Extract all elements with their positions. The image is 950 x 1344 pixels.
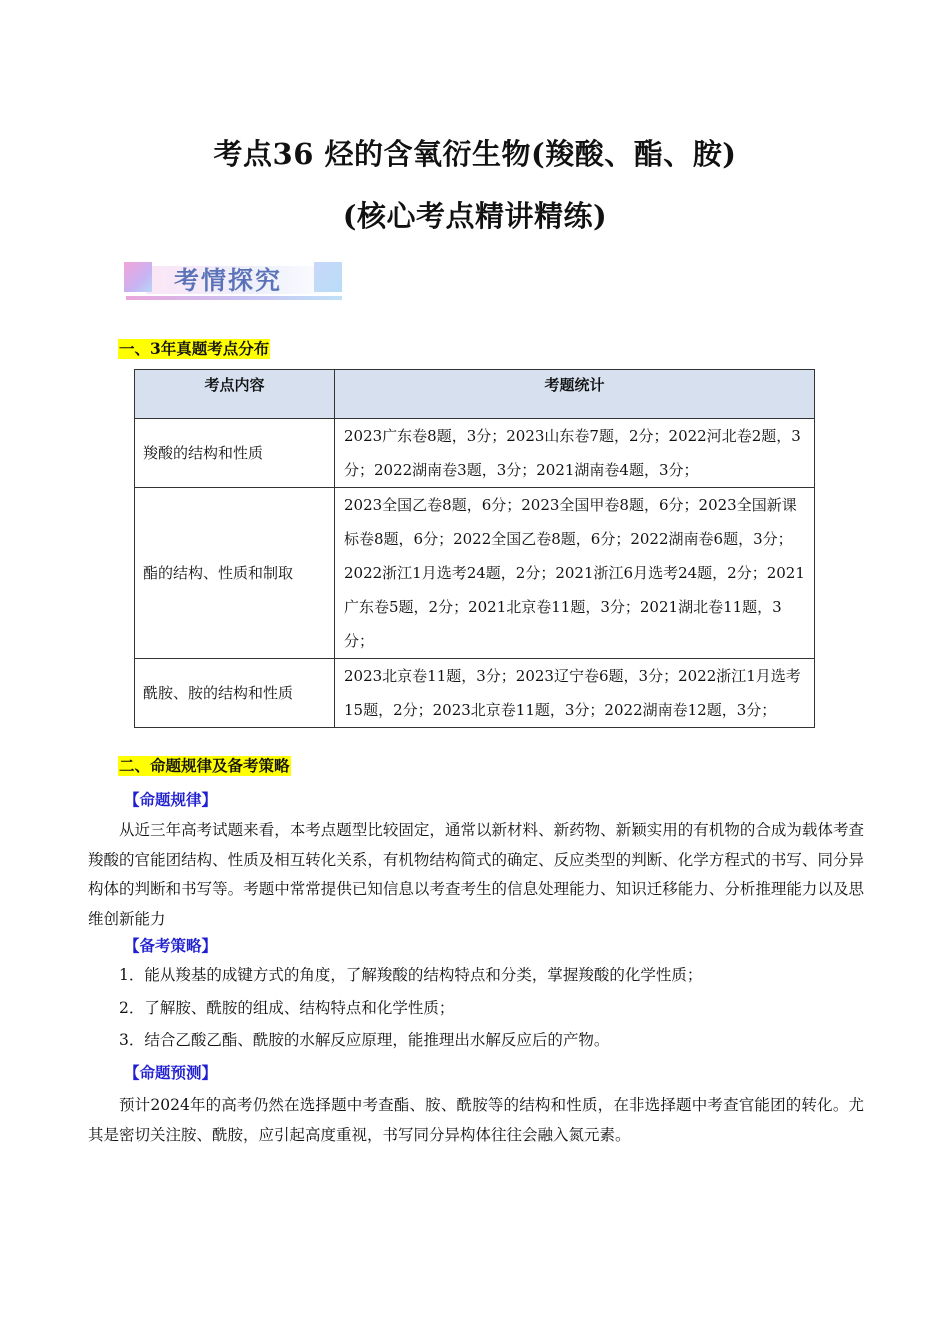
topic-cell: 酯的结构、性质和制取	[135, 488, 335, 659]
section-banner	[124, 258, 346, 304]
rule-paragraph: 从近三年高考试题来看，本考点题型比较固定，通常以新材料、新药物、新颖实用的有机物的合成为载体考查羧酸的官能团结构、性质及相互转化关系，有机物结构简式的确定、反应类型的判断、化学方程式的书写、同分异构体的判断和书写等。考题中常常提供已知信息以考查考生的信息处理能力、知识迁移能力、分析推理能力以及思维创新能力	[88, 821, 864, 928]
table-row	[135, 488, 815, 659]
banner-left-square	[124, 262, 152, 292]
column-header-stats: 考题统计	[335, 370, 815, 419]
strategy-item: 3．结合乙酸乙酯、酰胺的水解反应原理，能推理出水解反应后的产物。	[119, 1031, 610, 1049]
page-subtitle: (核心考点精讲精练)	[342, 199, 608, 233]
section-heading-strategy: 二、命题规律及备考策略	[119, 756, 290, 775]
topic-cell: 酰胺、胺的结构和性质	[135, 659, 335, 728]
page-title: 考点36 烃的含氧衍生物(羧酸、酯、胺)	[213, 137, 737, 171]
stats-cell: 2023广东卷8题，3分；2023山东卷7题，2分；2022河北卷2题，3分；2022湖南卷3题，3分；2021湖南卷4题，3分；	[335, 419, 815, 488]
banner-label: 考情探究	[174, 266, 283, 295]
table-header-row	[135, 370, 815, 419]
table-row	[135, 659, 815, 728]
forecast-label: 【命题预测】	[124, 1063, 218, 1082]
exam-stats-table	[134, 369, 815, 728]
column-header-topic: 考点内容	[135, 370, 335, 419]
rule-label: 【命题规律】	[124, 790, 218, 809]
strategy-item: 1．能从羧基的成键方式的角度，了解羧酸的结构特点和分类，掌握羧酸的化学性质；	[119, 966, 703, 984]
stats-cell: 2023北京卷11题，3分；2023辽宁卷6题，3分；2022浙江1月选考15题，2分；2023北京卷11题，3分；2022湖南卷12题，3分；	[335, 659, 815, 728]
forecast-paragraph: 预计2024年的高考仍然在选择题中考查酯、胺、酰胺等的结构和性质，在非选择题中考查官能团的转化。尤其是密切关注胺、酰胺，应引起高度重视，书写同分异构体往往会融入氮元素。	[88, 1096, 864, 1144]
strategy-item: 2．了解胺、酰胺的组成、结构特点和化学性质；	[119, 999, 455, 1017]
strategy-label: 【备考策略】	[124, 936, 218, 955]
stats-cell: 2023全国乙卷8题，6分；2023全国甲卷8题，6分；2023全国新课标卷8题，6分；2022全国乙卷8题，6分；2022湖南卷6题，3分；2022浙江1月选考24题，2分；2021浙江6月选考24题，2分；2021广东卷5题，2分；2021北京卷11题，3分；2021湖北卷11题，3分；	[335, 488, 815, 659]
topic-cell: 羧酸的结构和性质	[135, 419, 335, 488]
table-row	[135, 419, 815, 488]
section-heading-distribution: 一、3年真题考点分布	[119, 339, 270, 358]
banner-right-square	[314, 262, 342, 292]
